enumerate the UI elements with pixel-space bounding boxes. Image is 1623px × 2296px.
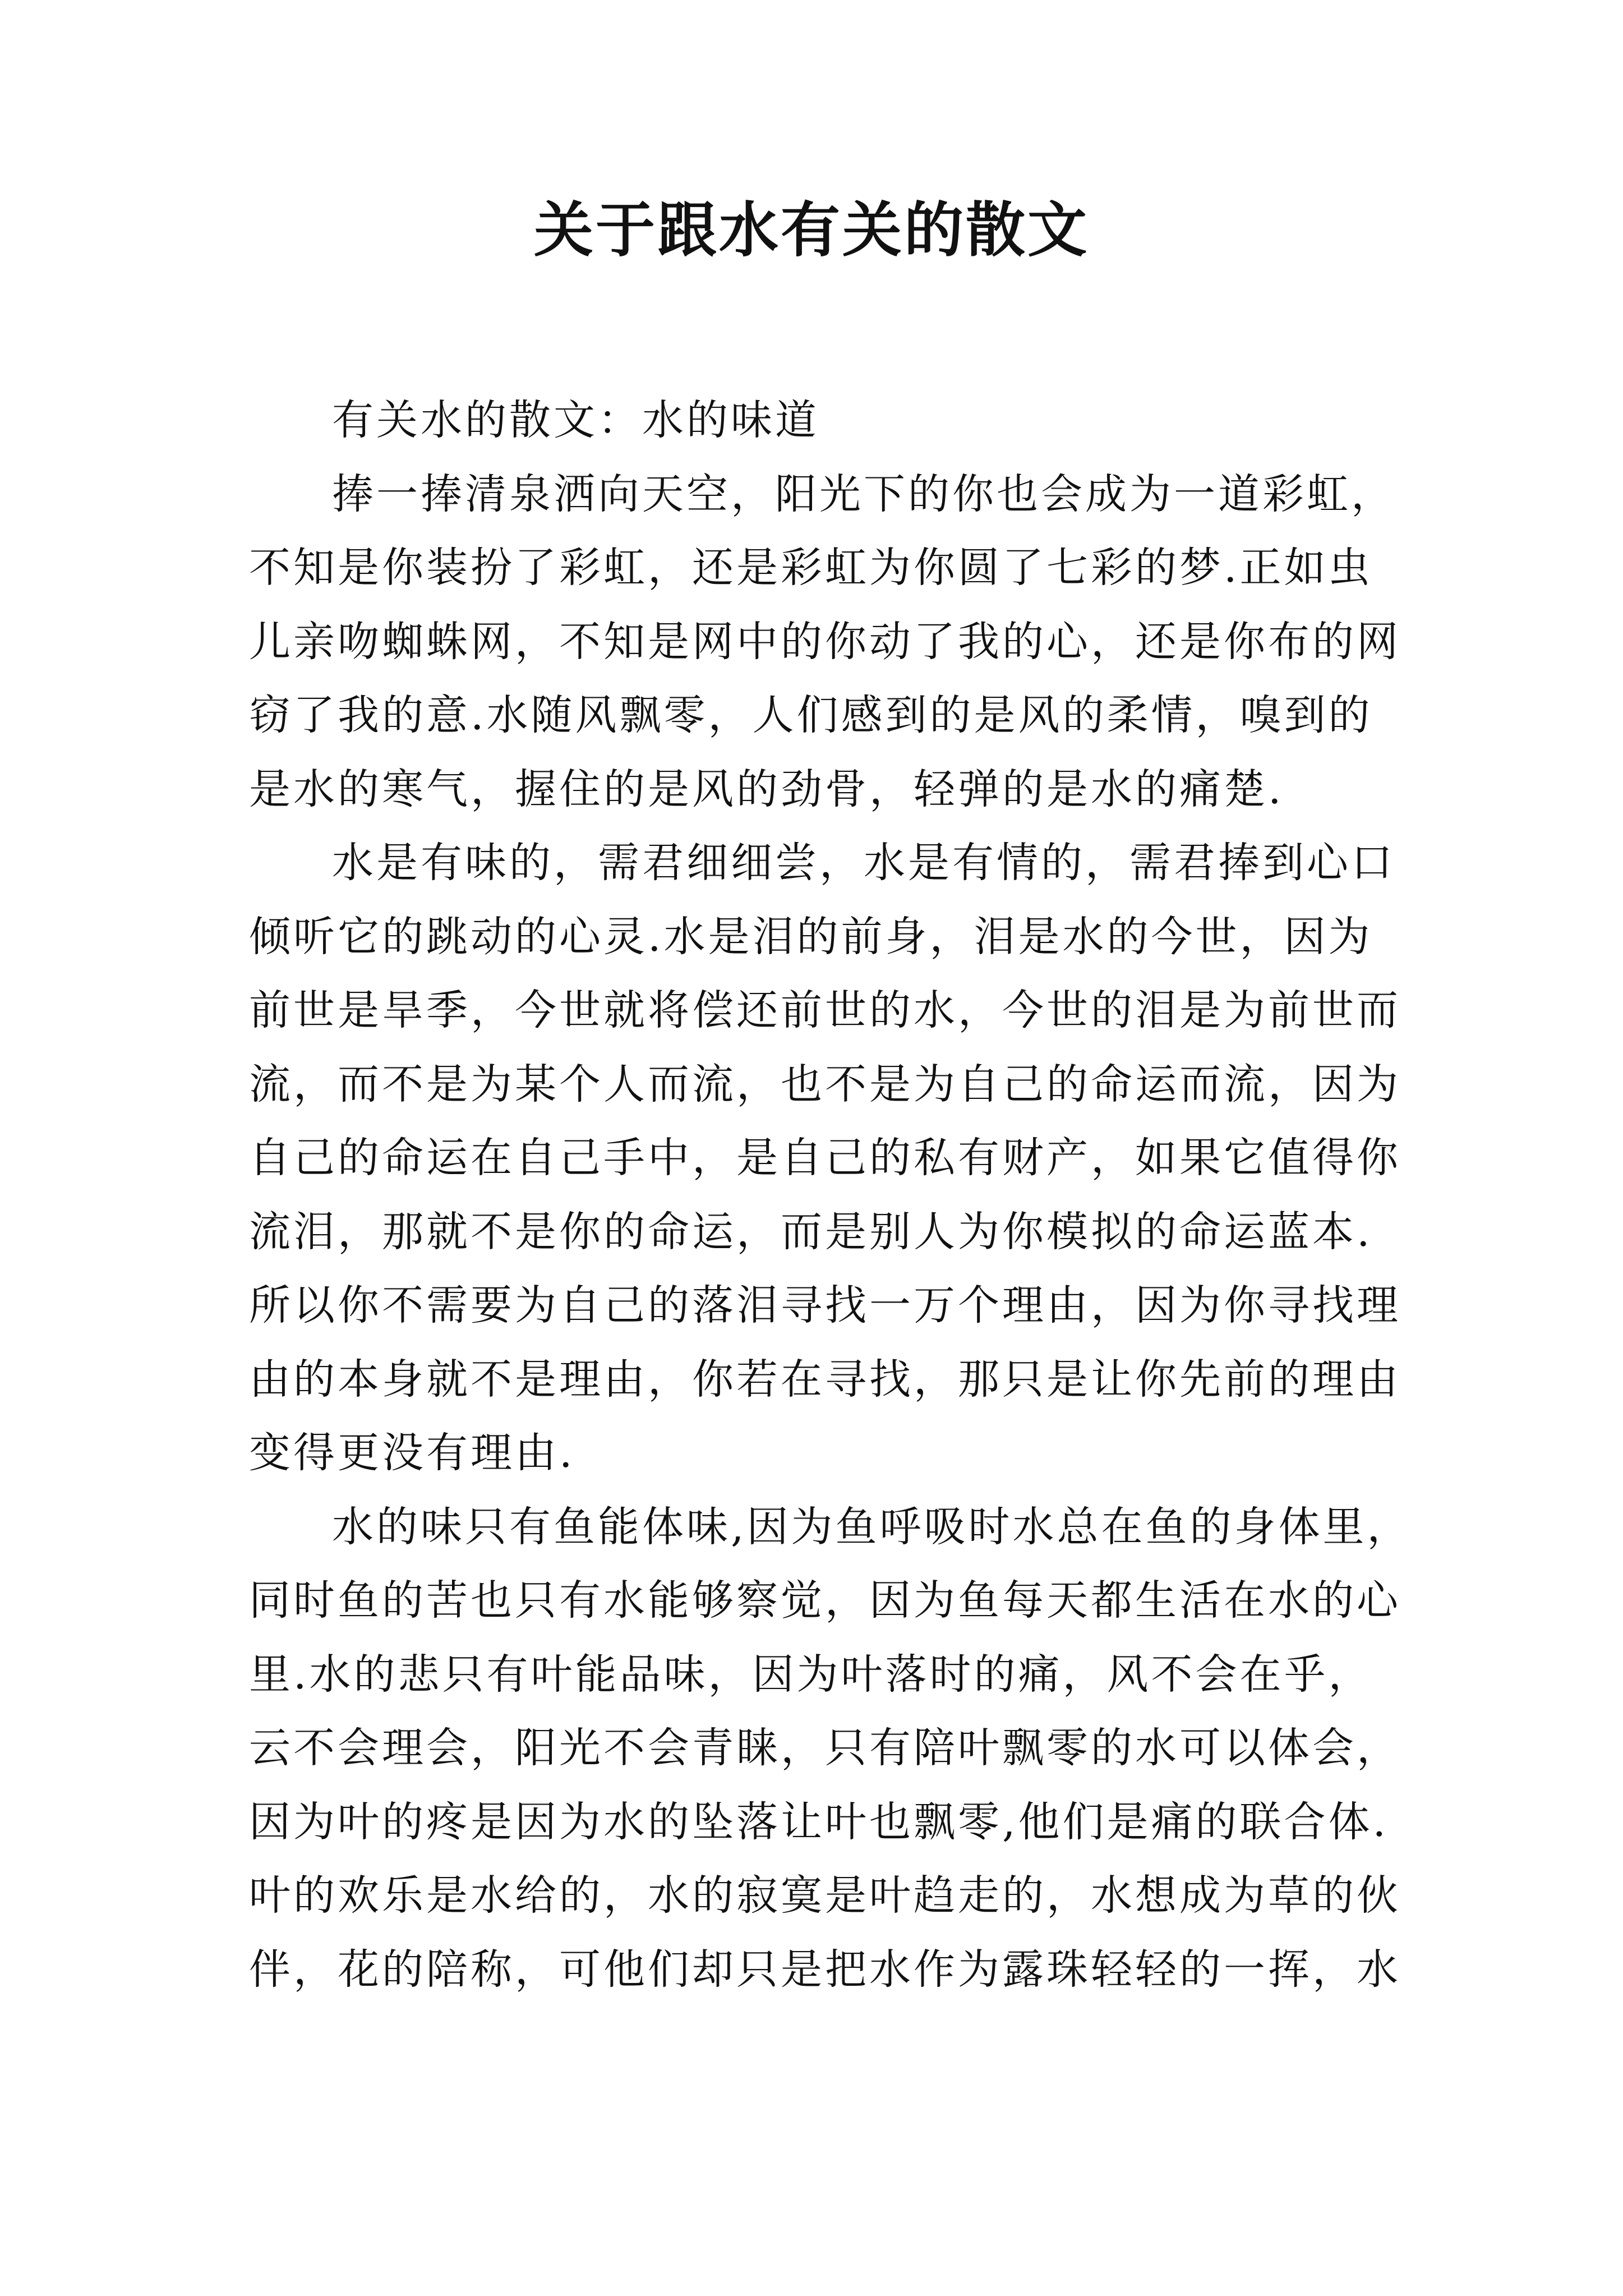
paragraph-line: 流泪，那就不是你的命运，而是别人为你模拟的命运蓝本.	[249, 1207, 1373, 1256]
paragraph-line: 捧一捧清泉洒向天空，阳光下的你也会成为一道彩虹，	[332, 470, 1395, 518]
document-title: 关于跟水有关的散文	[534, 195, 1089, 265]
paragraph-line: 云不会理会，阳光不会青睐，只有陪叶飘零的水可以体会，	[249, 1724, 1401, 1772]
paragraph-line: 伴，花的陪称，可他们却只是把水作为露珠轻轻的一挥，水	[249, 1945, 1401, 1994]
paragraph-line: 是水的寒气，握住的是风的劲骨，轻弹的是水的痛楚.	[249, 765, 1284, 813]
paragraph-line: 水的味只有鱼能体味,因为鱼呼吸时水总在鱼的身体里，	[332, 1502, 1412, 1551]
paragraph-line: 窃了我的意.水随风飘零，人们感到的是风的柔情，嗅到的	[249, 691, 1373, 739]
paragraph-line: 有关水的散文：水的味道	[332, 396, 819, 444]
paragraph-line: 由的本身就不是理由，你若在寻找，那只是让你先前的理由	[249, 1355, 1401, 1404]
paragraph-line: 变得更没有理由.	[249, 1429, 575, 1477]
paragraph-line: 叶的欢乐是水给的，水的寂寞是叶趋走的，水想成为草的伙	[249, 1871, 1401, 1920]
paragraph-line: 里.水的悲只有叶能品味，因为叶落时的痛，风不会在乎，	[249, 1650, 1373, 1699]
paragraph-line: 流，而不是为某个人而流，也不是为自己的命运而流，因为	[249, 1060, 1401, 1108]
paragraph-line: 儿亲吻蜘蛛网，不知是网中的你动了我的心，还是你布的网	[249, 617, 1401, 666]
paragraph-line: 不知是你装扮了彩虹，还是彩虹为你圆了七彩的梦.正如虫	[249, 544, 1373, 592]
paragraph-line: 前世是旱季，今世就将偿还前世的水，今世的泪是为前世而	[249, 986, 1401, 1034]
paragraph-line: 因为叶的疼是因为水的坠落让叶也飘零,他们是痛的联合体.	[249, 1797, 1389, 1846]
paragraph-line: 自己的命运在自己手中，是自己的私有财产，如果它值得你	[249, 1134, 1401, 1182]
paragraph-line: 同时鱼的苦也只有水能够察觉，因为鱼每天都生活在水的心	[249, 1576, 1401, 1625]
document-body	[249, 384, 1412, 2007]
paragraph-line: 倾听它的跳动的心灵.水是泪的前身，泪是水的今世，因为	[249, 912, 1373, 961]
paragraph-line: 所以你不需要为自己的落泪寻找一万个理由，因为你寻找理	[249, 1281, 1401, 1329]
paragraph-line: 水是有味的，需君细细尝，水是有情的，需君捧到心口	[332, 839, 1395, 887]
